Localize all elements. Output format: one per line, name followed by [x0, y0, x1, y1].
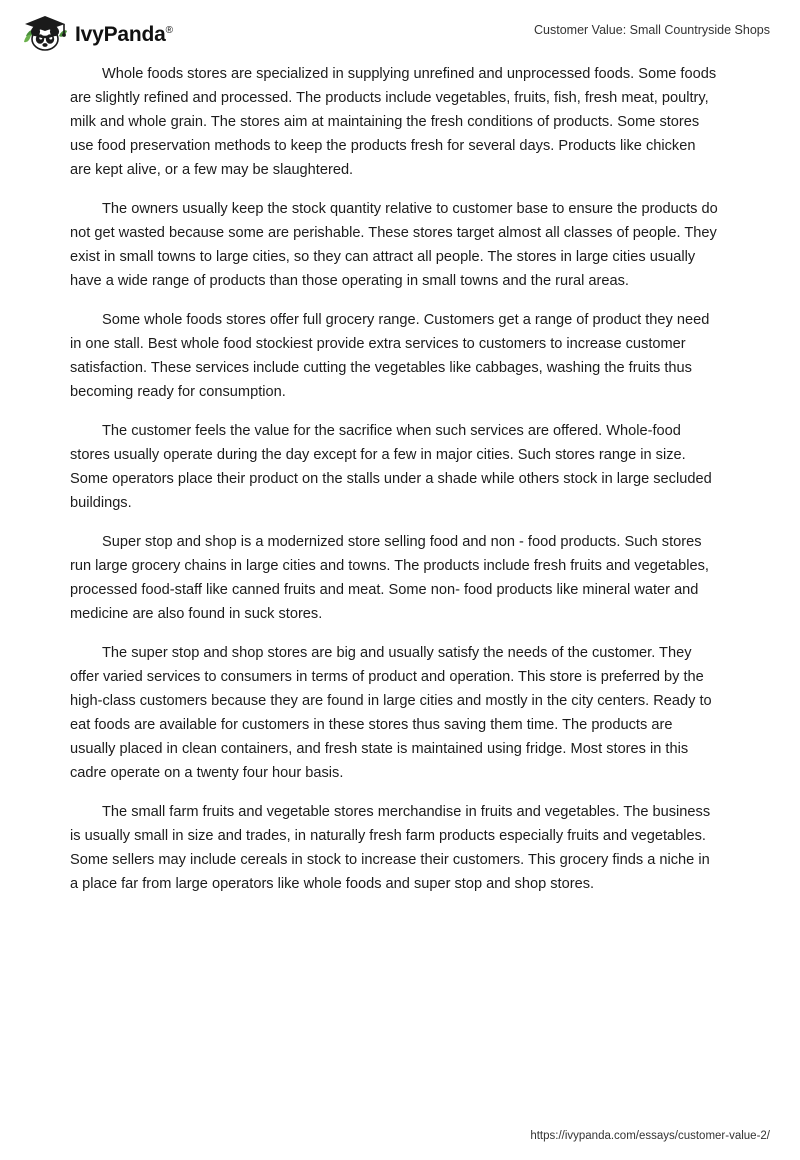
paragraph: The customer feels the value for the sacrifice when such services are offered. Whole-food stores usually operate during the day except for a few in major cities. Such stores range in size. Some operators place their product on the stalls under a shade while others stock in large secluded buildings.: [70, 423, 712, 511]
paragraph: The owners usually keep the stock quantity relative to customer base to ensure the products do not get wasted because some are perishable. These stores target almost all classes of people. They exist in small towns to large cities, so they can attract all people. The stores in large cities usually have a wide range of products than those operating in small towns and the rural areas.: [70, 201, 718, 289]
source-url-link[interactable]: https://ivypanda.com/essays/customer-value-2/: [530, 1130, 770, 1142]
paragraph: Some whole foods stores offer full grocery range. Customers get a range of product they need in one stall. Best whole food stockiest provide extra services to customers to increase customer satisfaction. These services include cutting the vegetables like cabbages, washing the fruits thus becoming ready for consumption.: [70, 312, 710, 400]
page-title: Customer Value: Small Countryside Shops: [534, 23, 770, 37]
paragraph: Super stop and shop is a modernized store selling food and non - food products. Such stores run large grocery chains in large cities and towns. The products include fresh fruits and vegetables, processed food-staff like canned fruits and meat. Some non- food products like mineral water and medicine are also found in suck stores.: [70, 534, 709, 622]
registered-symbol: ®: [165, 24, 173, 36]
brand-logo[interactable]: [22, 14, 173, 54]
paragraph: The super stop and shop stores are big and usually satisfy the needs of the customer. They offer varied services to consumers in terms of product and operation. This store is preferred by the high-class customers because they are found in large cities and mostly in the city centers. Ready to eat foods are available for customers in these stores thus saving them time. The products are usually placed in clean containers, and fresh state is maintained using fridge. Most stores in this cadre operate on a twenty four hour basis.: [70, 645, 712, 781]
page-header: [0, 0, 800, 62]
paragraph: Whole foods stores are specialized in supplying unrefined and unprocessed foods. Some foods are slightly refined and processed. The products include vegetables, fruits, fish, fresh meat, poultry, milk and whole grain. The stores aim at maintaining the fresh conditions of products. Some stores use food preservation methods to keep the products fresh for several days. Products like chicken are kept alive, or a few may be slaughtered.: [70, 66, 717, 178]
brand-name-text: IvyPanda: [75, 22, 166, 46]
paragraph: The small farm fruits and vegetable stores merchandise in fruits and vegetables. The business is usually small in size and trades, in naturally fresh farm products especially fruits and vegetables. Some sellers may include cereals in stock to increase their customers. This grocery finds a niche in a place far from large operators like whole foods and super stop and shop stores.: [70, 804, 711, 892]
page-footer: [0, 1126, 800, 1144]
document-body: [70, 62, 720, 911]
graduation-cap-panda-logo-icon: [22, 14, 68, 54]
brand-name: [75, 24, 173, 45]
